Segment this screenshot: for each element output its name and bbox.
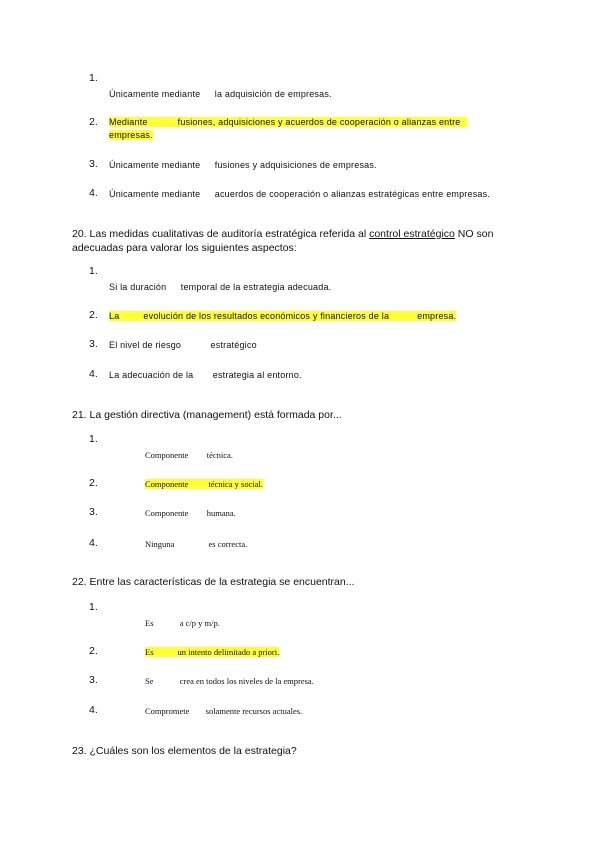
q19-option-2-part-b: fusiones, adquisiciones y acuerdos de cooperación o alianzas entre [177,117,461,127]
q21-option-4[interactable] [145,538,550,550]
q19-option-1[interactable] [109,88,514,100]
q22-option-4-number: 4. [89,704,98,716]
q20-option-4-part-a: La adecuación de la [109,370,194,380]
q20-option-1-number: 1. [89,265,98,277]
q20-option-3-part-b: estratégico [210,340,257,350]
q22-option-4-part-b: solamente recursos actuales. [205,706,303,716]
q21-option-2-part-a: Componente [145,479,189,489]
q22-option-1[interactable] [145,617,550,629]
q19-option-3-part-a: Únicamente mediante [109,160,201,170]
q19-option-4-part-b: acuerdos de cooperación o alianzas estratégicas entre empresas. [214,189,491,199]
q19-option-2-part-a: Mediante [109,117,148,127]
q20-option-4[interactable] [109,369,514,381]
q21-option-4-number: 4. [89,537,98,549]
q19-option-3[interactable] [109,159,514,171]
q20-text-after: NO son adecuadas para valorar los siguientes aspectos: [72,228,494,254]
q22-option-3-part-a: Se [145,676,154,686]
q21-option-3-part-b: humana. [206,508,236,518]
q19-option-3-part-b: fusiones y adquisiciones de empresas. [214,160,377,170]
q20-option-2-part-b: evolución de los resultados económicos y financieros de la [143,311,390,321]
q19-option-1-part-b: la adquisición de empresas. [214,89,332,99]
q22-option-4[interactable] [145,705,550,717]
q20-option-3-number: 3. [89,338,98,350]
q22-option-1-part-a: Es [145,618,154,628]
q21-option-4-part-b: es correcta. [208,539,248,549]
q20-option-1[interactable] [109,281,514,293]
q20-option-1-part-b: temporal de la estrategia adecuada. [180,282,332,292]
control-estrategico-link[interactable]: control estratégico [369,228,455,240]
q22-option-2-part-b: un intento delimitado a priori. [177,647,280,657]
q20-option-1-part-a: Si la duración [109,282,167,292]
q19-option-4-number: 4. [89,187,98,199]
q21-option-1-part-a: Componente [145,450,189,460]
q21-option-2-number: 2. [89,477,98,489]
q22-option-2-part-a: Es [145,647,154,657]
q21-option-2-highlighted[interactable] [145,478,550,490]
q19-option-2-number: 2. [89,116,98,128]
q21-text: 21. La gestión directiva (management) está formada por... [72,409,342,421]
q20-option-2-part-c: empresa. [417,311,457,321]
q21-option-3-number: 3. [89,506,98,518]
q20-option-4-part-b: estrategia al entorno. [212,370,302,380]
q20-option-2-number: 2. [89,309,98,321]
q20-option-2-part-a: La [109,311,120,321]
q20-option-2-highlighted[interactable] [109,310,514,322]
q21-option-2-part-b: técnica y social. [208,479,263,489]
q21-option-3-part-a: Componente [145,508,189,518]
q21-option-3[interactable] [145,507,550,519]
q19-option-1-part-a: Únicamente mediante [109,89,201,99]
q19-option-4-part-a: Únicamente mediante [109,189,201,199]
q21-option-1-part-b: técnica. [206,450,233,460]
q19-option-2-highlighted[interactable] [109,116,514,142]
q21-option-4-part-a: Ninguna [145,539,175,549]
q19-option-4[interactable] [109,188,514,200]
q20-option-3[interactable] [109,339,514,351]
q22-option-2-number: 2. [89,645,98,657]
q19-option-2-part-c: empresas. [109,130,153,140]
q22-option-1-number: 1. [89,601,98,613]
q22-option-3-part-b: crea en todos los niveles de la empresa. [179,676,314,686]
q20-option-4-number: 4. [89,368,98,380]
q21-option-1-number: 1. [89,433,98,445]
q22-option-2-highlighted[interactable] [145,646,550,658]
q22-option-1-part-b: a c/p y m/p. [179,618,220,628]
q20-text-before: 20. Las medidas cualitativas de auditoría estratégica referida al [72,228,370,240]
q22-option-4-part-a: Compromete [145,706,190,716]
q21-option-1[interactable] [145,449,550,461]
q23-text: 23. ¿Cuáles son los elementos de la estrategia? [72,745,297,757]
q20-text [72,227,522,255]
q20-option-3-part-a: El nivel de riesgo [109,340,182,350]
q22-option-3-number: 3. [89,674,98,686]
q22-text: 22. Entre las características de la estrategia se encuentran... [72,576,355,588]
q19-option-1-number: 1. [89,72,98,84]
q19-option-3-number: 3. [89,158,98,170]
q22-option-3[interactable] [145,675,550,687]
